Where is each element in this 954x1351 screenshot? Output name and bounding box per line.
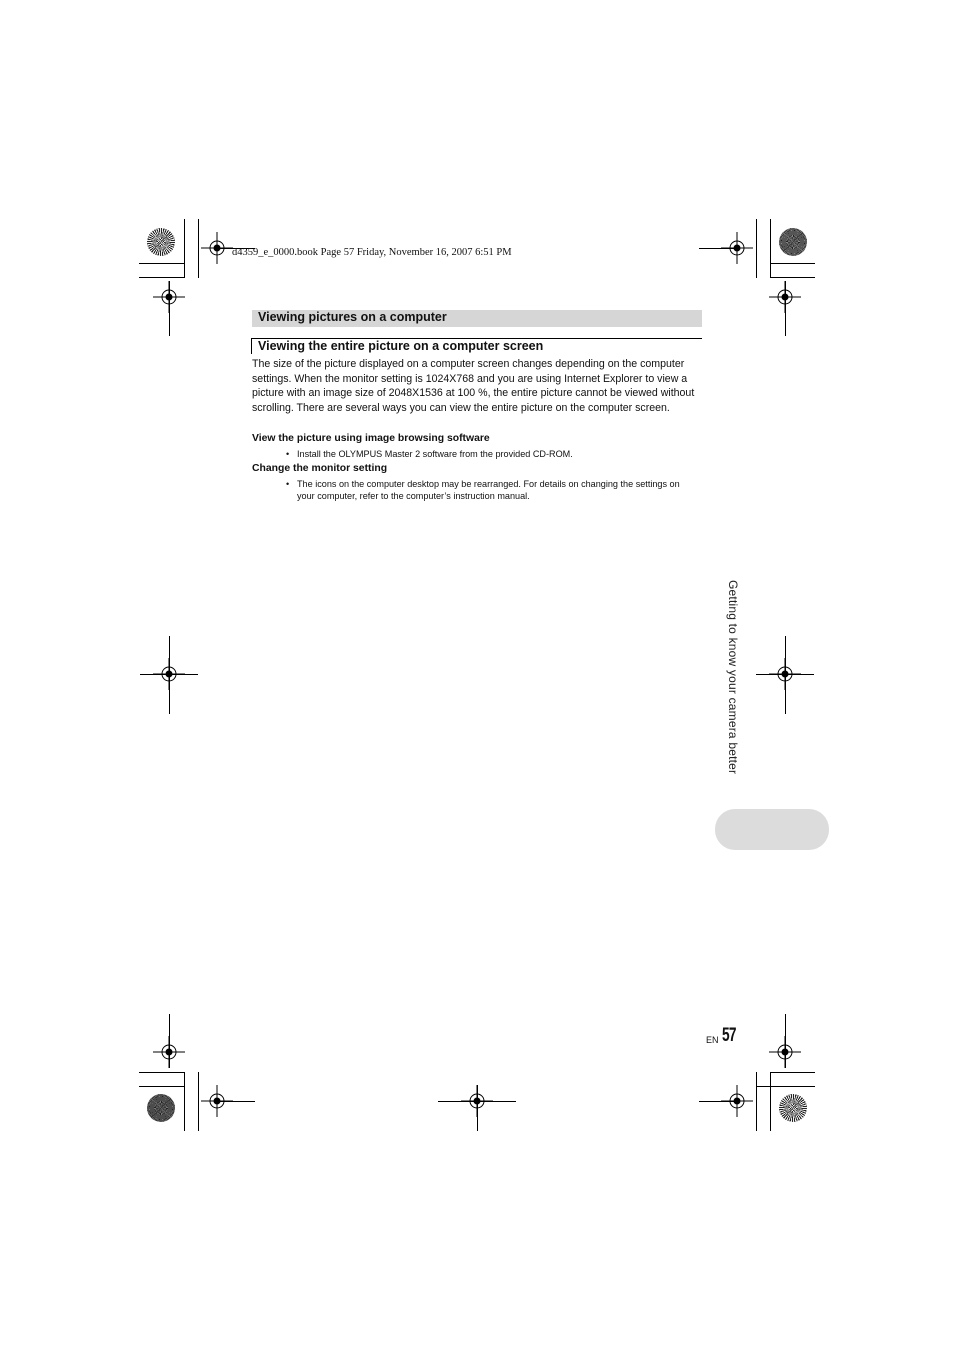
crop-mark	[770, 219, 771, 278]
crop-mark	[198, 1072, 199, 1131]
side-tab-label: Getting to know your camera better	[726, 580, 740, 775]
item-heading: Change the monitor setting	[252, 463, 388, 474]
list-item	[286, 448, 696, 460]
crop-mark	[217, 1101, 255, 1102]
crop-mark	[184, 219, 185, 278]
bullet-icon: •	[286, 479, 290, 489]
side-tab	[715, 809, 829, 850]
crop-mark	[756, 674, 814, 675]
body-paragraph: The size of the picture displayed on a computer screen changes depending on the computer settings. When the monitor setting is 1024X768 and you are using Internet Explorer to view a picture with an image size of 2048X1536 at 100 %, the entire picture cannot be viewed without scrolling. There are several ways you can view the entire picture on the computer screen.	[252, 358, 695, 414]
color-target-icon	[779, 1094, 807, 1122]
crop-mark	[169, 1014, 170, 1068]
crop-mark	[169, 281, 170, 336]
crop-mark	[756, 1086, 815, 1087]
crop-mark	[770, 1072, 771, 1131]
crop-mark	[785, 281, 786, 336]
page-language: EN	[706, 1035, 719, 1045]
crop-mark	[770, 277, 815, 278]
crop-mark	[756, 219, 757, 278]
list-item	[286, 478, 696, 502]
item-heading: View the picture using image browsing software	[252, 433, 490, 444]
crop-mark	[139, 277, 185, 278]
crop-mark	[770, 1072, 815, 1073]
list-item-text: The icons on the computer desktop may be rearranged. For details on changing the settings on your computer, refer to the computer’s instruction manual.	[297, 479, 680, 501]
list-item-text: Install the OLYMPUS Master 2 software from the provided CD-ROM.	[297, 449, 573, 459]
subsection-rule	[251, 339, 252, 354]
crop-mark	[785, 1014, 786, 1068]
section-title: Viewing pictures on a computer	[258, 310, 447, 324]
crop-mark	[785, 636, 786, 714]
print-header: d4359_e_0000.book Page 57 Friday, November 16, 2007 6:51 PM	[232, 247, 512, 258]
crop-mark	[477, 1085, 478, 1131]
crop-mark	[770, 263, 815, 264]
color-target-icon	[147, 1094, 175, 1122]
subsection-title: Viewing the entire picture on a computer screen	[258, 339, 544, 353]
crop-mark	[184, 1072, 185, 1131]
bullet-icon: •	[286, 449, 290, 459]
page-number: 57	[722, 1025, 736, 1046]
crop-mark	[699, 1101, 737, 1102]
crop-mark	[756, 1072, 757, 1131]
crop-mark	[198, 219, 199, 278]
color-target-icon	[779, 228, 807, 256]
crop-mark	[169, 636, 170, 714]
crop-mark	[139, 263, 185, 264]
crop-mark	[699, 248, 737, 249]
crop-mark	[139, 1072, 185, 1073]
crop-mark	[140, 674, 198, 675]
color-target-icon	[147, 228, 175, 256]
crop-mark	[139, 1086, 185, 1087]
